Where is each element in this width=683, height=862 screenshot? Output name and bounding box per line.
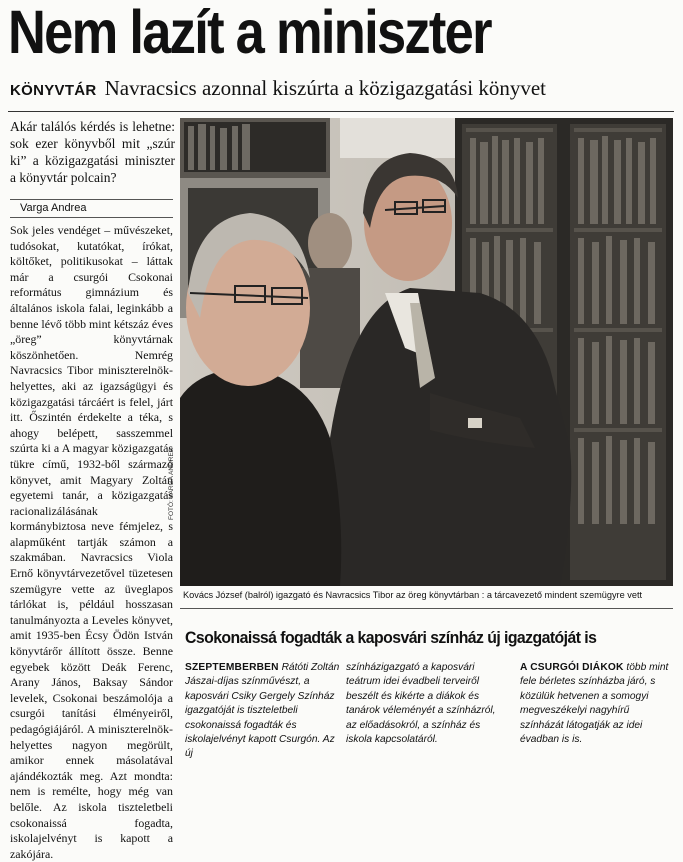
lead-paragraph: Akár találós kérdés is lehetne: sok ezer könyvből mit „szúr ki” a közigazgatási miniszter a könyvtár polcain? [10, 119, 175, 185]
photo-credit: FOTÓ: VARGA ANDREA [168, 447, 175, 520]
divider [10, 199, 173, 200]
article-body: Sok jeles vendéget – művészeket, tudósokat, kutatókat, írókat, költőket, politikusokat – láttak már a csurgói Csokonai református gimnázium és általános iskola falai, leginkább a benne lévő több mint kétszáz éves „öreg” könyvtárnak köszönhetően. Nemrég Navracsics Tibor miniszterelnök-helyettes, aki az igazságügyi és közigazgatási tárcáért is felel, járt itt. Őszintén érdekelte a téka, s ahogy belépett, sasszemmel szúrta ki a A magyar közigazgatás tükre című, 1932-ből származó könyvet, amit Magyary Zoltán egyetemi tanár, a közigazgatás racionalizálásának kormánybiztosa neve fémjelez, s alapműként tartják számon a szakmában. Navracsics Viola Ernő könyvtárvezetővel tüzetesen szemügyre vette az üveglapos tárlókat is, például hosszasan tanulmányozta a Leveles könyvet, amit 1935-ben Écsy Ödön István könyvtárőr állított össze. Benne egyebek között Deák Ferenc, Arany János, Baksay Sándor levelek, Csokonai beszámolója a csurgói tanítási élményeiről, pedagógiájáról. A miniszterelnök-helyettes nagyon megörült, amikor ennek másolatával ajándékozták meg. Azt mondta: nem is remélte, hogy még van belőle. Az iskola tiszteletbeli csokonaissá fogadta, iskolajelvényt is kapott a zakójára. [10, 223, 173, 861]
brief-col2-text: színházigazgató a kaposvári teátrum idei évadbeli terveiről beszélt és kikérte a diákok és tanárok véleményét a színházról, az előadásokról, a színház és iskola kapcsolatáról. [346, 662, 496, 746]
subheadline-row [10, 76, 680, 101]
subheadline: Navracsics azonnal kiszúrta a közigazgatási könyvet [104, 76, 546, 100]
brief-col1-text: Rátóti Zoltán Jászai-díjas színművészt, a kaposvári Csiky Gergely Színház igazgatóját is tiszteletbeli csokonaissá fogadták és iskolajelvényt kapott Csurgón. Az új [185, 662, 340, 760]
brief-column-3 [520, 661, 675, 747]
photo-illustration [180, 118, 673, 586]
brief-col1-lead: SZEPTEMBERBEN [185, 662, 279, 673]
article-photo [180, 118, 673, 586]
divider [10, 217, 173, 218]
brief-column-1 [185, 661, 341, 762]
photo-caption: Kovács József (balról) igazgató és Navracsics Tibor az öreg könyvtárban : a tárcavezető mindent szemügyre vett [183, 590, 643, 600]
byline: Varga Andrea [20, 202, 87, 214]
divider [180, 608, 673, 609]
brief-col3-lead: A CSURGÓI DIÁKOK [520, 662, 624, 673]
brief-col3-text: több mint fele bérletes színházba járó, s közülük hetvenen a somogyi megveszékelyi nagyhírű színházát látogatják az idei évadban is is. [520, 662, 669, 746]
brief-column-2 [346, 661, 508, 747]
brief-headline: Csokonaissá fogadták a kaposvári színház új igazgatóját is [185, 628, 597, 647]
headline: Nem lazít a miniszter [8, 0, 491, 66]
divider [8, 111, 674, 112]
section-label: KÖNYVTÁR [10, 82, 97, 99]
